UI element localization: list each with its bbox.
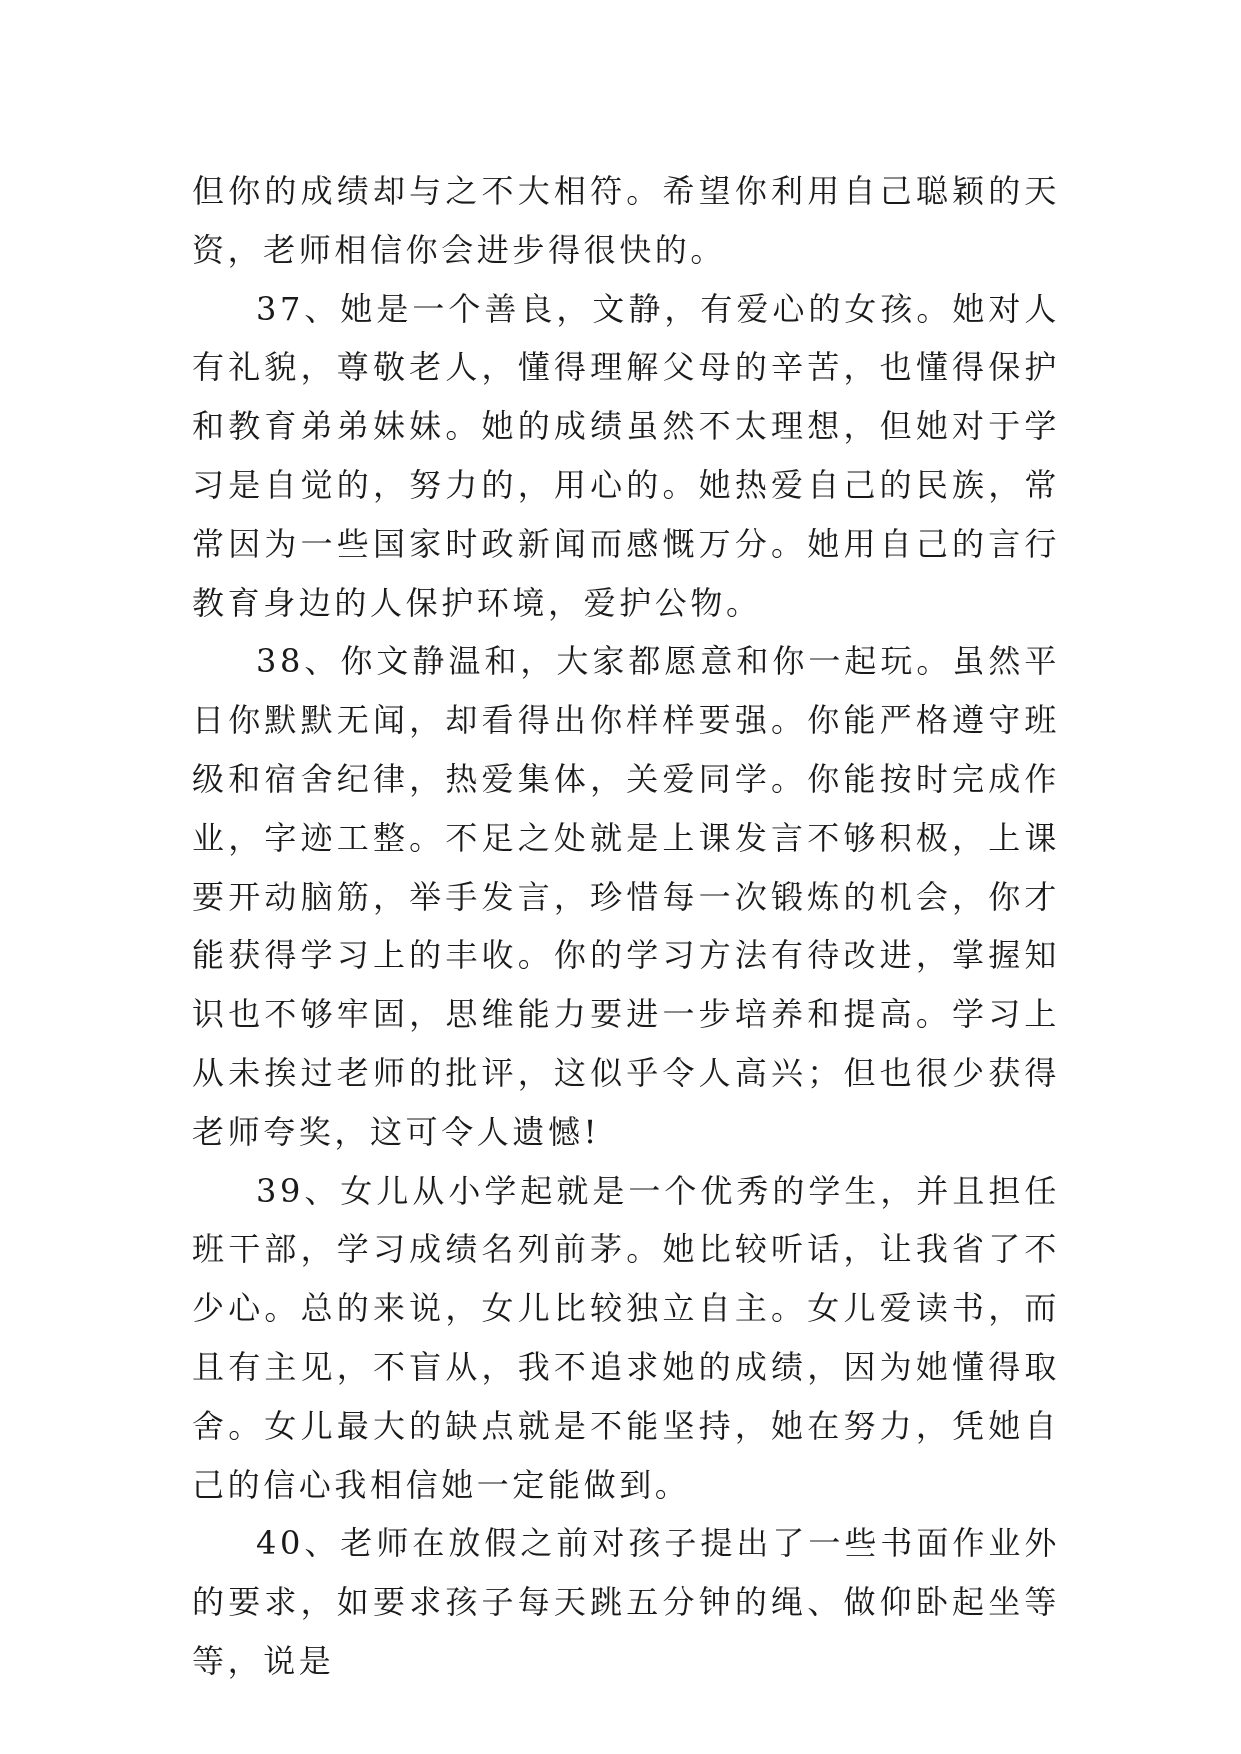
- paragraph-continuation: 但你的成绩却与之不大相符。希望你利用自己聪颖的天资，老师相信你会进步得很快的。: [192, 172, 1060, 269]
- document-body: [192, 162, 1060, 1691]
- paragraph-39: 39、女儿从小学起就是一个优秀的学生，并且担任班干部，学习成绩名列前茅。她比较听话，让我省了不少心。总的来说，女儿比较独立自主。女儿爱读书，而且有主见，不盲从，我不追求她的成绩，因为她懂得取舍。女儿最大的缺点就是不能坚持，她在努力，凭她自己的信心我相信她一定能做到。: [192, 1171, 1060, 1504]
- paragraph-37: 37、她是一个善良，文静，有爱心的女孩。她对人有礼貌，尊敬老人，懂得理解父母的辛苦，也懂得保护和教育弟弟妹妹。她的成绩虽然不太理想，但她对于学习是自觉的，努力的，用心的。她热爱自己的民族，常常因为一些国家时政新闻而感慨万分。她用自己的言行教育身边的人保护环境，爱护公物。: [192, 289, 1060, 622]
- paragraph-40: 40、老师在放假之前对孩子提出了一些书面作业外的要求，如要求孩子每天跳五分钟的绳、做仰卧起坐等等，说是: [192, 1524, 1060, 1680]
- paragraph-38: 38、你文静温和，大家都愿意和你一起玩。虽然平日你默默无闻，却看得出你样样要强。你能严格遵守班级和宿舍纪律，热爱集体，关爱同学。你能按时完成作业，字迹工整。不足之处就是上课发言不够积极，上课要开动脑筋，举手发言，珍惜每一次锻炼的机会，你才能获得学习上的丰收。你的学习方法有待改进，掌握知识也不够牢固，思维能力要进一步培养和提高。学习上从未挨过老师的批评，这似乎令人高兴；但也很少获得老师夸奖，这可令人遗憾!: [192, 642, 1060, 1151]
